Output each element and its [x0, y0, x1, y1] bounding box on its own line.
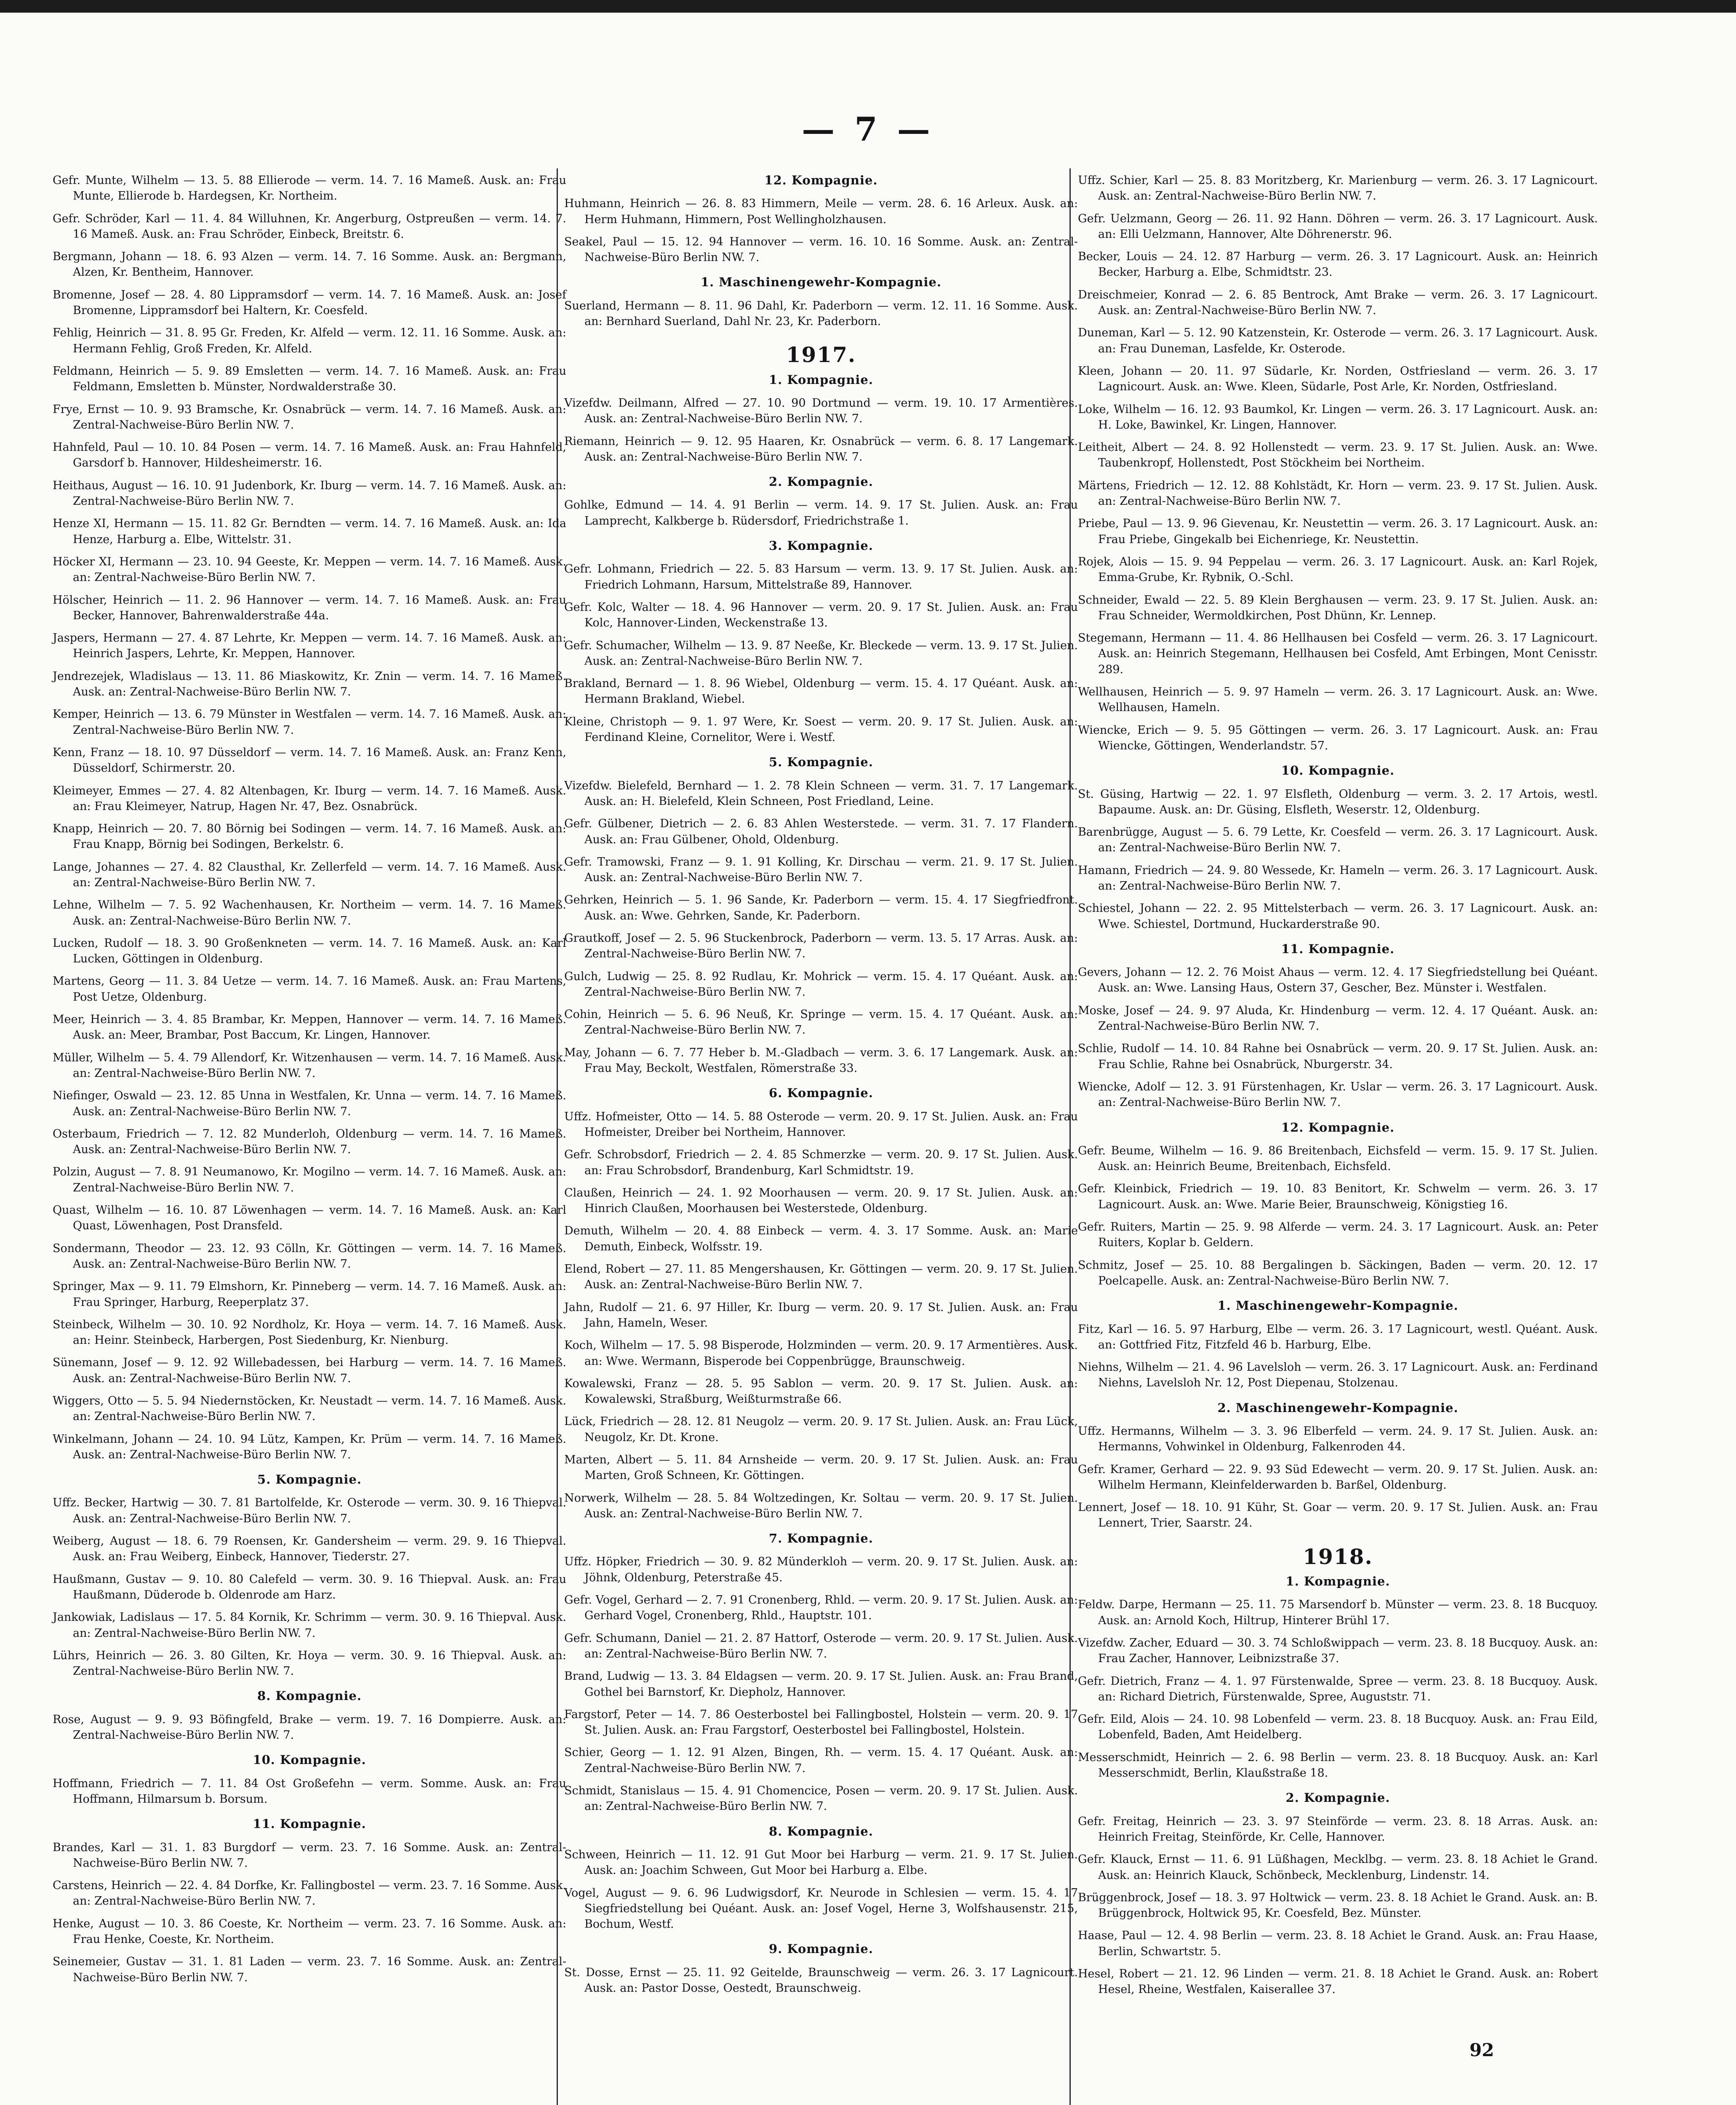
casualty-entry: Wiencke, Erich — 9. 5. 95 Göttingen — verm. 26. 3. 17 Lagnicourt. Ausk. an: Frau Wiencke, Göttingen, Wenderlandstr. 57.: [1078, 723, 1598, 752]
casualty-entry: Niehns, Wilhelm — 21. 4. 96 Lavelsloh — verm. 26. 3. 17 Lagnicourt. Ausk. an: Ferdinand Niehns, Lavelsloh Nr. 12, Post Diepenau, Stolzenau.: [1078, 1361, 1598, 1390]
casualty-entry: Moske, Josef — 24. 9. 97 Aluda, Kr. Hindenburg — verm. 12. 4. 17 Quéant. Ausk. an: Zentral-Nachweise-Büro Berlin NW. 7.: [1078, 1004, 1598, 1033]
casualty-entry: Hahnfeld, Paul — 10. 10. 84 Posen — verm. 14. 7. 16 Mameß. Ausk. an: Frau Hahnfeld, Garsdorf b. Hannover, Hildesheimerstr. 16.: [53, 441, 566, 470]
casualty-entry: Gefr. Gülbener, Dietrich — 2. 6. 83 Ahlen Westerstede. — verm. 31. 7. 17 Flandern. Ausk. an: Frau Gülbener, Ohold, Oldenburg.: [564, 817, 1078, 846]
casualty-entry: Gefr. Klauck, Ernst — 11. 6. 91 Lüßhagen, Mecklbg. — verm. 23. 8. 18 Achiet le Grand. Ausk. an: Heinrich Klauck, Schönbeck, Mecklenburg, Lindenstr. 14.: [1078, 1853, 1598, 1882]
casualty-entry: Steinbeck, Wilhelm — 30. 10. 92 Nordholz, Kr. Hoya — verm. 14. 7. 16 Mameß. Ausk. an: Heinr. Steinbeck, Harbergen, Post Siedenburg, Kr. Nienburg.: [53, 1318, 566, 1347]
casualty-entry: Rose, August — 9. 9. 93 Böfingfeld, Brake — verm. 19. 7. 16 Dompierre. Ausk. an: Zentral-Nachweise-Büro Berlin NW. 7.: [53, 1713, 566, 1742]
casualty-entry: Demuth, Wilhelm — 20. 4. 88 Einbeck — verm. 4. 3. 17 Somme. Ausk. an: Marie Demuth, Einbeck, Wolfsstr. 19.: [564, 1224, 1078, 1253]
company-heading: 10. Kompagnie.: [253, 1753, 366, 1767]
company-heading: 6. Kompagnie.: [769, 1086, 873, 1100]
casualty-entry: Haase, Paul — 12. 4. 98 Berlin — verm. 23. 8. 18 Achiet le Grand. Ausk. an: Frau Haase, Berlin, Schwartstr. 5.: [1078, 1929, 1598, 1958]
casualty-entry: Quast, Wilhelm — 16. 10. 87 Löwenhagen — verm. 14. 7. 16 Mameß. Ausk. an: Karl Quast, Löwenhagen, Post Dransfeld.: [53, 1204, 566, 1233]
company-heading: 2. Maschinengewehr-Kompagnie.: [1217, 1400, 1459, 1415]
casualty-entry: Gefr. Schumacher, Wilhelm — 13. 9. 87 Neeße, Kr. Bleckede — verm. 13. 9. 17 St. Julien. Ausk. an: Zentral-Nachweise-Büro Berlin NW. 7.: [564, 639, 1078, 668]
column-3: [1078, 173, 1598, 1998]
casualty-entry: Gefr. Lohmann, Friedrich — 22. 5. 83 Harsum — verm. 13. 9. 17 St. Julien. Ausk. an: Friedrich Lohmann, Harsum, Mittelstraße 89, Hannover.: [564, 562, 1078, 592]
casualty-entry: Lück, Friedrich — 28. 12. 81 Neugolz — verm. 20. 9. 17 St. Julien. Ausk. an: Frau Lück, Neugolz, Kr. Dt. Krone.: [564, 1415, 1078, 1444]
scan-edge: [0, 0, 1736, 13]
casualty-entry: Gefr. Schrobsdorf, Friedrich — 2. 4. 85 Schmerzke — verm. 20. 9. 17 St. Julien. Ausk. an: Frau Schrobsdorf, Brandenburg, Karl Schmidtstr. 19.: [564, 1148, 1078, 1177]
casualty-entry: Brüggenbrock, Josef — 18. 3. 97 Holtwick — verm. 23. 8. 18 Achiet le Grand. Ausk. an: B. Brüggenbrock, Holtwick 95, Kr. Coesfeld, Bez. Münster.: [1078, 1891, 1598, 1920]
casualty-entry: Springer, Max — 9. 11. 79 Elmshorn, Kr. Pinneberg — verm. 14. 7. 16 Mameß. Ausk. an: Frau Springer, Harburg, Reeperplatz 37.: [53, 1280, 566, 1309]
casualty-entry: Marten, Albert — 5. 11. 84 Arnsheide — verm. 20. 9. 17 St. Julien. Ausk. an: Frau Marten, Groß Schneen, Kr. Göttingen.: [564, 1453, 1078, 1482]
company-heading: 8. Kompagnie.: [257, 1689, 362, 1703]
casualty-entry: Wiencke, Adolf — 12. 3. 91 Fürstenhagen, Kr. Uslar — verm. 26. 3. 17 Lagnicourt. Ausk. an: Zentral-Nachweise-Büro Berlin NW. 7.: [1078, 1080, 1598, 1109]
casualty-entry: Lennert, Josef — 18. 10. 91 Kühr, St. Goar — verm. 20. 9. 17 St. Julien. Ausk. an: Frau Lennert, Trier, Saarstr. 24.: [1078, 1501, 1598, 1530]
company-heading: 5. Kompagnie.: [769, 755, 873, 770]
casualty-entry: Lehne, Wilhelm — 7. 5. 92 Wachenhausen, Kr. Northeim — verm. 14. 7. 16 Mameß. Ausk. an: Zentral-Nachweise-Büro Berlin NW. 7.: [53, 898, 566, 927]
column-1: [53, 173, 566, 1985]
casualty-entry: Gefr. Eild, Alois — 24. 10. 98 Lobenfeld — verm. 23. 8. 18 Bucquoy. Ausk. an: Frau Eild, Lobenfeld, Baden, Amt Heidelberg.: [1078, 1713, 1598, 1742]
casualty-entry: Gefr. Dietrich, Franz — 4. 1. 97 Fürstenwalde, Spree — verm. 23. 8. 18 Bucquoy. Ausk. an: Richard Dietrich, Fürstenwalde, Spree, Auguststr. 71.: [1078, 1674, 1598, 1703]
casualty-entry: Henke, August — 10. 3. 86 Coeste, Kr. Northeim — verm. 23. 7. 16 Somme. Ausk. an: Frau Henke, Coeste, Kr. Northeim.: [53, 1917, 566, 1946]
casualty-entry: Hesel, Robert — 21. 12. 96 Linden — verm. 21. 8. 18 Achiet le Grand. Ausk. an: Robert Hesel, Rheine, Westfalen, Kaiserallee 37.: [1078, 1967, 1598, 1996]
casualty-entry: Claußen, Heinrich — 24. 1. 92 Moorhausen — verm. 20. 9. 17 St. Julien. Ausk. an: Hinrich Claußen, Moorhausen bei Westerstede, Oldenburg.: [564, 1186, 1078, 1215]
company-heading: 3. Kompagnie.: [769, 538, 873, 553]
company-heading: 1. Kompagnie.: [1285, 1574, 1390, 1589]
casualty-entry: Jaspers, Hermann — 27. 4. 87 Lehrte, Kr. Meppen — verm. 14. 7. 16 Mameß. Ausk. an: Heinrich Jaspers, Lehrte, Kr. Meppen, Hannover.: [53, 632, 566, 661]
casualty-entry: May, Johann — 6. 7. 77 Heber b. M.-Gladbach — verm. 3. 6. 17 Langemark. Ausk. an: Frau May, Beckolt, Westfalen, Römerstraße 33.: [564, 1046, 1078, 1075]
casualty-entry: Gefr. Kolc, Walter — 18. 4. 96 Hannover — verm. 20. 9. 17 St. Julien. Ausk. an: Frau Kolc, Hannover-Linden, Weckenstraße 13.: [564, 600, 1078, 630]
company-heading: 12. Kompagnie.: [1281, 1120, 1395, 1135]
company-heading: 1. Kompagnie.: [769, 372, 873, 387]
casualty-entry: Haußmann, Gustav — 9. 10. 80 Calefeld — verm. 30. 9. 16 Thiepval. Ausk. an: Frau Haußmann, Düderode b. Oldenrode am Harz.: [53, 1572, 566, 1601]
casualty-entry: Seakel, Paul — 15. 12. 94 Hannover — verm. 16. 10. 16 Somme. Ausk. an: Zentral-Nachweise-Büro Berlin NW. 7.: [564, 235, 1078, 264]
casualty-entry: Uffz. Schier, Karl — 25. 8. 83 Moritzberg, Kr. Marienburg — verm. 26. 3. 17 Lagnicourt. Ausk. an: Zentral-Nachweise-Büro Berlin NW. 7.: [1078, 174, 1598, 203]
casualty-entry: Seinemeier, Gustav — 31. 1. 81 Laden — verm. 23. 7. 16 Somme. Ausk. an: Zentral-Nachweise-Büro Berlin NW. 7.: [53, 1955, 566, 1984]
year-heading: 1918.: [1303, 1544, 1373, 1569]
casualty-entry: Meer, Heinrich — 3. 4. 85 Brambar, Kr. Meppen, Hannover — verm. 14. 7. 16 Mameß. Ausk. an: Meer, Brambar, Post Baccum, Kr. Lingen, Hannover.: [53, 1013, 566, 1042]
casualty-entry: Kenn, Franz — 18. 10. 97 Düsseldorf — verm. 14. 7. 16 Mameß. Ausk. an: Franz Kenn, Düsseldorf, Schirmerstr. 20.: [53, 746, 566, 775]
casualty-entry: Schween, Heinrich — 11. 12. 91 Gut Moor bei Harburg — verm. 21. 9. 17 St. Julien. Ausk. an: Joachim Schween, Gut Moor bei Harburg a. Elbe.: [564, 1848, 1078, 1877]
casualty-entry: Grautkoff, Josef — 2. 5. 96 Stuckenbrock, Paderborn — verm. 13. 5. 17 Arras. Ausk. an: Zentral-Nachweise-Büro Berlin NW. 7.: [564, 931, 1078, 961]
company-heading: 11. Kompagnie.: [1281, 941, 1395, 956]
page-number: — 7 —: [802, 110, 934, 149]
casualty-entry: Priebe, Paul — 13. 9. 96 Gievenau, Kr. Neustettin — verm. 26. 3. 17 Lagnicourt. Ausk. an: Frau Priebe, Gingekalb bei Eichenriege, Kr. Neustettin.: [1078, 517, 1598, 546]
casualty-entry: Weiberg, August — 18. 6. 79 Roensen, Kr. Gandersheim — verm. 29. 9. 16 Thiepval. Ausk. an: Frau Weiberg, Einbeck, Hannover, Tiederstr. 27.: [53, 1535, 566, 1564]
casualty-entry: Schmitz, Josef — 25. 10. 88 Bergalingen b. Säckingen, Baden — verm. 20. 12. 17 Poelcapelle. Ausk. an: Zentral-Nachweise-Büro Berlin NW. 7.: [1078, 1258, 1598, 1287]
casualty-entry: Wellhausen, Heinrich — 5. 9. 97 Hameln — verm. 26. 3. 17 Lagnicourt. Ausk. an: Wwe. Wellhausen, Hameln.: [1078, 685, 1598, 714]
casualty-entry: Fitz, Karl — 16. 5. 97 Harburg, Elbe — verm. 26. 3. 17 Lagnicourt, westl. Quéant. Ausk. an: Gottfried Fitz, Fitzfeld 46 b. Harburg, Elbe.: [1078, 1322, 1598, 1351]
casualty-entry: Winkelmann, Johann — 24. 10. 94 Lütz, Kampen, Kr. Prüm — verm. 14. 7. 16 Mameß. Ausk. an: Zentral-Nachweise-Büro Berlin NW. 7.: [53, 1432, 566, 1461]
casualty-entry: St. Dosse, Ernst — 25. 11. 92 Geitelde, Braunschweig — verm. 26. 3. 17 Lagnicourt. Ausk. an: Pastor Dosse, Oestedt, Braunschweig.: [564, 1966, 1078, 1995]
casualty-entry: Fehlig, Heinrich — 31. 8. 95 Gr. Freden, Kr. Alfeld — verm. 12. 11. 16 Somme. Ausk. an: Hermann Fehlig, Groß Freden, Kr. Alfeld.: [53, 326, 566, 355]
company-heading: 7. Kompagnie.: [769, 1531, 873, 1546]
casualty-entry: Lührs, Heinrich — 26. 3. 80 Gilten, Kr. Hoya — verm. 30. 9. 16 Thiepval. Ausk. an: Zentral-Nachweise-Büro Berlin NW. 7.: [53, 1649, 566, 1678]
casualty-entry: Cohin, Heinrich — 5. 6. 96 Neuß, Kr. Springe — verm. 15. 4. 17 Quéant. Ausk. an: Zentral-Nachweise-Büro Berlin NW. 7.: [564, 1008, 1078, 1037]
casualty-entry: Gefr. Kleinbick, Friedrich — 19. 10. 83 Benitort, Kr. Schwelm — verm. 26. 3. 17 Lagnicourt. Ausk. an: Wwe. Marie Beier, Braunschweig, Königstieg 16.: [1078, 1182, 1598, 1211]
casualty-entry: Müller, Wilhelm — 5. 4. 79 Allendorf, Kr. Witzenhausen — verm. 14. 7. 16 Mameß. Ausk. an: Zentral-Nachweise-Büro Berlin NW. 7.: [53, 1051, 566, 1080]
casualty-entry: Kemper, Heinrich — 13. 6. 79 Münster in Westfalen — verm. 14. 7. 16 Mameß. Ausk. an: Zentral-Nachweise-Büro Berlin NW. 7.: [53, 708, 566, 737]
casualty-entry: Riemann, Heinrich — 9. 12. 95 Haaren, Kr. Osnabrück — verm. 6. 8. 17 Langemark. Ausk. an: Zentral-Nachweise-Büro Berlin NW. 7.: [564, 434, 1078, 464]
casualty-entry: Elend, Robert — 27. 11. 85 Mengershausen, Kr. Göttingen — verm. 20. 9. 17 St. Julien. Ausk. an: Zentral-Nachweise-Büro Berlin NW. 7.: [564, 1263, 1078, 1292]
casualty-entry: Uffz. Becker, Hartwig — 30. 7. 81 Bartolfelde, Kr. Osterode — verm. 30. 9. 16 Thiepval. Ausk. an: Zentral-Nachweise-Büro Berlin NW. 7.: [53, 1496, 566, 1525]
casualty-entry: Gefr. Uelzmann, Georg — 26. 11. 92 Hann. Döhren — verm. 26. 3. 17 Lagnicourt. Ausk. an: Elli Uelzmann, Hannover, Alte Döhrenerstr. 96.: [1078, 212, 1598, 241]
company-heading: 10. Kompagnie.: [1281, 763, 1395, 778]
casualty-entry: Feldmann, Heinrich — 5. 9. 89 Emsletten — verm. 14. 7. 16 Mameß. Ausk. an: Frau Feldmann, Emsletten b. Münster, Nordwalderstraße 30.: [53, 364, 566, 394]
casualty-entry: Gefr. Munte, Wilhelm — 13. 5. 88 Ellierode — verm. 14. 7. 16 Mameß. Ausk. an: Frau Munte, Ellierode b. Hardegsen, Kr. Northeim.: [53, 174, 566, 203]
casualty-entry: Frye, Ernst — 10. 9. 93 Bramsche, Kr. Osnabrück — verm. 14. 7. 16 Mameß. Ausk. an: Zentral-Nachweise-Büro Berlin NW. 7.: [53, 402, 566, 432]
casualty-entry: Dreischmeier, Konrad — 2. 6. 85 Bentrock, Amt Brake — verm. 26. 3. 17 Lagnicourt. Ausk. an: Zentral-Nachweise-Büro Berlin NW. 7.: [1078, 288, 1598, 317]
casualty-entry: Vizefdw. Zacher, Eduard — 30. 3. 74 Schloßwippach — verm. 23. 8. 18 Bucquoy. Ausk. an: Frau Zacher, Hannover, Leibnizstraße 37.: [1078, 1636, 1598, 1665]
casualty-entry: Henze XI, Hermann — 15. 11. 82 Gr. Berndten — verm. 14. 7. 16 Mameß. Ausk. an: Ida Henze, Harburg a. Elbe, Wittelstr. 31.: [53, 517, 566, 546]
company-heading: 2. Kompagnie.: [769, 474, 873, 489]
company-heading: 12. Kompagnie.: [764, 173, 878, 187]
casualty-entry: Vizefdw. Bielefeld, Bernhard — 1. 2. 78 Klein Schneen — verm. 31. 7. 17 Langemark. Ausk. an: H. Bielefeld, Klein Schneen, Post Friedland, Leine.: [564, 779, 1078, 808]
casualty-entry: Uffz. Hermanns, Wilhelm — 3. 3. 96 Elberfeld — verm. 24. 9. 17 St. Julien. Ausk. an: Hermanns, Vohwinkel in Oldenburg, Falkenroden 44.: [1078, 1425, 1598, 1454]
casualty-entry: Stegemann, Hermann — 11. 4. 86 Hellhausen bei Cosfeld — verm. 26. 3. 17 Lagnicourt. Ausk. an: Heinrich Stegemann, Hellhausen bei Cosfeld, Amt Erbingen, Mont Cenisstr. 289.: [1078, 632, 1598, 676]
casualty-entry: Märtens, Friedrich — 12. 12. 88 Kohlstädt, Kr. Horn — verm. 23. 9. 17 St. Julien. Ausk. an: Zentral-Nachweise-Büro Berlin NW. 7.: [1078, 479, 1598, 508]
casualty-entry: Schiestel, Johann — 22. 2. 95 Mittelsterbach — verm. 26. 3. 17 Lagnicourt. Ausk. an: Wwe. Schiestel, Dortmund, Huckarderstraße 90.: [1078, 902, 1598, 931]
casualty-entry: Schlie, Rudolf — 14. 10. 84 Rahne bei Osnabrück — verm. 20. 9. 17 St. Julien. Ausk. an: Frau Schlie, Rahne bei Osnabrück, Nburgerstr. 34.: [1078, 1042, 1598, 1071]
casualty-entry: Brand, Ludwig — 13. 3. 84 Eldagsen — verm. 20. 9. 17 St. Julien. Ausk. an: Frau Brand, Gothel bei Barnstorf, Kr. Diepholz, Hannover.: [564, 1670, 1078, 1699]
company-heading: 9. Kompagnie.: [769, 1942, 873, 1956]
company-heading: 8. Kompagnie.: [769, 1824, 873, 1839]
casualty-entry: Gefr. Tramowski, Franz — 9. 1. 91 Kolling, Kr. Dirschau — verm. 21. 9. 17 St. Julien. Ausk. an: Zentral-Nachweise-Büro Berlin NW. 7.: [564, 855, 1078, 885]
casualty-entry: Loke, Wilhelm — 16. 12. 93 Baumkol, Kr. Lingen — verm. 26. 3. 17 Lagnicourt. Ausk. an: H. Loke, Bawinkel, Kr. Lingen, Hannover.: [1078, 402, 1598, 432]
casualty-entry: Schneider, Ewald — 22. 5. 89 Klein Berghausen — verm. 23. 9. 17 St. Julien. Ausk. an: Frau Schneider, Wermoldkirchen, Post Dhünn, Kr. Lennep.: [1078, 593, 1598, 622]
casualty-entry: Messerschmidt, Heinrich — 2. 6. 98 Berlin — verm. 23. 8. 18 Bucquoy. Ausk. an: Karl Messerschmidt, Berlin, Klaußstraße 18.: [1078, 1751, 1598, 1780]
casualty-entry: Gevers, Johann — 12. 2. 76 Moist Ahaus — verm. 12. 4. 17 Siegfriedstellung bei Quéant. Ausk. an: Wwe. Lansing Haus, Ostern 37, Gescher, Bez. Münster i. Westfalen.: [1078, 966, 1598, 995]
casualty-entry: Hoffmann, Friedrich — 7. 11. 84 Ost Großefehn — verm. Somme. Ausk. an: Frau Hoffmann, Hilmarsum b. Borsum.: [53, 1777, 566, 1806]
casualty-entry: Fargstorf, Peter — 14. 7. 86 Oesterbostel bei Fallingbostel, Holstein — verm. 20. 9. 17 St. Julien. Ausk. an: Frau Fargstorf, Oesterbostel bei Fallingbostel, Holstein.: [564, 1708, 1078, 1737]
casualty-entry: Kleimeyer, Emmes — 27. 4. 82 Altenbagen, Kr. Iburg — verm. 14. 7. 16 Mameß. Ausk. an: Frau Kleimeyer, Natrup, Hagen Nr. 47, Bez. Osnabrück.: [53, 784, 566, 813]
casualty-entry: Brakland, Bernard — 1. 8. 96 Wiebel, Oldenburg — verm. 15. 4. 17 Quéant. Ausk. an: Hermann Brakland, Wiebel.: [564, 677, 1078, 706]
casualty-entry: Hölscher, Heinrich — 11. 2. 96 Hannover — verm. 14. 7. 16 Mameß. Ausk. an: Frau Becker, Hannover, Bahrenwalderstraße 44a.: [53, 593, 566, 622]
casualty-entry: Vogel, August — 9. 6. 96 Ludwigsdorf, Kr. Neurode in Schlesien — verm. 15. 4. 17 Siegfriedstellung bei Quéant. Ausk. an: Josef Vogel, Herne 3, Wolfshausenstr. 215, Bochum, Westf.: [564, 1886, 1078, 1931]
casualty-entry: Wiggers, Otto — 5. 5. 94 Niedernstöcken, Kr. Neustadt — verm. 14. 7. 16 Mameß. Ausk. an: Zentral-Nachweise-Büro Berlin NW. 7.: [53, 1394, 566, 1423]
casualty-entry: Barenbrügge, August — 5. 6. 79 Lette, Kr. Coesfeld — verm. 26. 3. 17 Lagnicourt. Ausk. an: Zentral-Nachweise-Büro Berlin NW. 7.: [1078, 826, 1598, 855]
casualty-entry: Gefr. Kramer, Gerhard — 22. 9. 93 Süd Edewecht — verm. 20. 9. 17 St. Julien. Ausk. an: Wilhelm Hermann, Kleinfelderwarden b. Barßel, Oldenburg.: [1078, 1463, 1598, 1492]
casualty-entry: Gefr. Beume, Wilhelm — 16. 9. 86 Breitenbach, Eichsfeld — verm. 15. 9. 17 St. Julien. Ausk. an: Heinrich Beume, Breitenbach, Eichsfeld.: [1078, 1144, 1598, 1173]
casualty-entry: Lucken, Rudolf — 18. 3. 90 Großenkneten — verm. 14. 7. 16 Mameß. Ausk. an: Karl Lucken, Göttingen in Oldenburg.: [53, 936, 566, 966]
casualty-entry: Gefr. Vogel, Gerhard — 2. 7. 91 Cronenberg, Rhld. — verm. 20. 9. 17 St. Julien. Ausk. an: Gerhard Vogel, Cronenberg, Rhld., Hauptstr. 101.: [564, 1593, 1078, 1623]
casualty-entry: Sünemann, Josef — 9. 12. 92 Willebadessen, bei Harburg — verm. 14. 7. 16 Mameß. Ausk. an: Zentral-Nachweise-Büro Berlin NW. 7.: [53, 1356, 566, 1385]
company-heading: 1. Maschinengewehr-Kompagnie.: [700, 275, 942, 290]
casualty-entry: Jankowiak, Ladislaus — 17. 5. 84 Kornik, Kr. Schrimm — verm. 30. 9. 16 Thiepval. Ausk. an: Zentral-Nachweise-Büro Berlin NW. 7.: [53, 1611, 566, 1640]
year-heading: 1917.: [786, 342, 856, 368]
casualty-entry: Gehrken, Heinrich — 5. 1. 96 Sande, Kr. Paderborn — verm. 15. 4. 17 Siegfriedfront. Ausk. an: Wwe. Gehrken, Sande, Kr. Paderborn.: [564, 893, 1078, 922]
casualty-entry: Carstens, Heinrich — 22. 4. 84 Dorfke, Kr. Fallingbostel — verm. 23. 7. 16 Somme. Ausk. an: Zentral-Nachweise-Büro Berlin NW. 7.: [53, 1879, 567, 1908]
casualty-entry: Sondermann, Theodor — 23. 12. 93 Cölln, Kr. Göttingen — verm. 14. 7. 16 Mameß. Ausk. an: Zentral-Nachweise-Büro Berlin NW. 7.: [53, 1242, 566, 1271]
casualty-entry: Osterbaum, Friedrich — 7. 12. 82 Munderloh, Oldenburg — verm. 14. 7. 16 Mameß. Ausk. an: Zentral-Nachweise-Büro Berlin NW. 7.: [53, 1127, 566, 1156]
casualty-entry: Niefinger, Oswald — 23. 12. 85 Unna in Westfalen, Kr. Unna — verm. 14. 7. 16 Mameß. Ausk. an: Zentral-Nachweise-Büro Berlin NW. 7.: [53, 1089, 566, 1118]
casualty-entry: Gohlke, Edmund — 14. 4. 91 Berlin — verm. 14. 9. 17 St. Julien. Ausk. an: Frau Lamprecht, Kalkberge b. Rüdersdorf, Friedrichstraße 1.: [564, 498, 1078, 528]
casualty-entry: Kleen, Johann — 20. 11. 97 Südarle, Kr. Norden, Ostfriesland — verm. 26. 3. 17 Lagnicourt. Ausk. an: Wwe. Kleen, Südarle, Post Arle, Kr. Norden, Ostfriesland.: [1078, 364, 1598, 394]
company-heading: 11. Kompagnie.: [253, 1817, 366, 1831]
casualty-entry: Jahn, Rudolf — 21. 6. 97 Hiller, Kr. Iburg — verm. 20. 9. 17 St. Julien. Ausk. an: Frau Jahn, Hameln, Weser.: [564, 1300, 1078, 1330]
casualty-entry: Kowalewski, Franz — 28. 5. 95 Sablon — verm. 20. 9. 17 St. Julien. Ausk. an: Kowalewski, Straßburg, Weißturmstraße 66.: [564, 1377, 1078, 1406]
casualty-entry: Suerland, Hermann — 8. 11. 96 Dahl, Kr. Paderborn — verm. 12. 11. 16 Somme. Ausk. an: Bernhard Suerland, Dahl Nr. 23, Kr. Paderborn.: [564, 299, 1078, 328]
casualty-entry: Feldw. Darpe, Hermann — 25. 11. 75 Marsendorf b. Münster — verm. 23. 8. 18 Bucquoy. Ausk. an: Arnold Koch, Hiltrup, Hinterer Brühl 17.: [1078, 1598, 1598, 1627]
column-2: [564, 173, 1078, 1996]
casualty-entry: Hamann, Friedrich — 24. 9. 80 Wessede, Kr. Hameln — verm. 26. 3. 17 Lagnicourt. Ausk. an: Zentral-Nachweise-Büro Berlin NW. 7.: [1078, 863, 1598, 893]
casualty-entry: Rojek, Alois — 15. 9. 94 Peppelau — verm. 26. 3. 17 Lagnicourt. Ausk. an: Karl Rojek, Emma-Grube, Kr. Rybnik, O.-Schl.: [1078, 555, 1598, 584]
casualty-entry: Norwerk, Wilhelm — 28. 5. 84 Woltzedingen, Kr. Soltau — verm. 20. 9. 17 St. Julien. Ausk. an: Zentral-Nachweise-Büro Berlin NW. 7.: [564, 1491, 1078, 1520]
casualty-entry: Lange, Johannes — 27. 4. 82 Clausthal, Kr. Zellerfeld — verm. 14. 7. 16 Mameß. Ausk. an: Zentral-Nachweise-Büro Berlin NW. 7.: [53, 860, 566, 889]
casualty-entry: Vizefdw. Deilmann, Alfred — 27. 10. 90 Dortmund — verm. 19. 10. 17 Armentières. Ausk. an: Zentral-Nachweise-Büro Berlin NW. 7.: [564, 396, 1078, 426]
casualty-entry: Knapp, Heinrich — 20. 7. 80 Börnig bei Sodingen — verm. 14. 7. 16 Mameß. Ausk. an: Frau Knapp, Börnig bei Sodingen, Berkelstr. 6.: [53, 822, 566, 851]
casualty-entry: St. Güsing, Hartwig — 22. 1. 97 Elsfleth, Oldenburg — verm. 3. 2. 17 Artois, westl. Bapaume. Ausk. an: Dr. Güsing, Elsfleth, Weserstr. 12, Oldenburg.: [1078, 787, 1598, 816]
company-heading: 5. Kompagnie.: [257, 1472, 362, 1487]
casualty-entry: Huhmann, Heinrich — 26. 8. 83 Himmern, Meile — verm. 28. 6. 16 Arleux. Ausk. an: Herm Huhmann, Himmern, Post Wellingholzhausen.: [564, 197, 1078, 226]
casualty-entry: Schmidt, Stanislaus — 15. 4. 91 Chomencice, Posen — verm. 20. 9. 17 St. Julien. Ausk. an: Zentral-Nachweise-Büro Berlin NW. 7.: [564, 1784, 1078, 1813]
casualty-entry: Duneman, Karl — 5. 12. 90 Katzenstein, Kr. Osterode — verm. 26. 3. 17 Lagnicourt. Ausk. an: Frau Duneman, Lasfelde, Kr. Osterode.: [1078, 326, 1598, 355]
printer-signature: 92: [1469, 2040, 1494, 2060]
casualty-entry: Gefr. Schröder, Karl — 11. 4. 84 Willuhnen, Kr. Angerburg, Ostpreußen — verm. 14. 7. 16 Mameß. Ausk. an: Frau Schröder, Einbeck, Breitstr. 6.: [53, 212, 566, 241]
casualty-entry: Gefr. Schumann, Daniel — 21. 2. 87 Hattorf, Osterode — verm. 20. 9. 17 St. Julien. Ausk. an: Zentral-Nachweise-Büro Berlin NW. 7.: [564, 1631, 1078, 1660]
casualty-entry: Schier, Georg — 1. 12. 91 Alzen, Bingen, Rh. — verm. 15. 4. 17 Quéant. Ausk. an: Zentral-Nachweise-Büro Berlin NW. 7.: [564, 1746, 1078, 1775]
casualty-entry: Heithaus, August — 16. 10. 91 Judenbork, Kr. Iburg — verm. 14. 7. 16 Mameß. Ausk. an: Zentral-Nachweise-Büro Berlin NW. 7.: [53, 479, 566, 508]
casualty-entry: Uffz. Höpker, Friedrich — 30. 9. 82 Münderkloh — verm. 20. 9. 17 St. Julien. Ausk. an: Jöhnk, Oldenburg, Peterstraße 45.: [564, 1555, 1078, 1584]
casualty-entry: Bromenne, Josef — 28. 4. 80 Lippramsdorf — verm. 14. 7. 16 Mameß. Ausk. an: Josef Bromenne, Lippramsdorf bei Haltern, Kr. Coesfeld.: [53, 288, 566, 317]
casualty-entry: Gefr. Freitag, Heinrich — 23. 3. 97 Steinförde — verm. 23. 8. 18 Arras. Ausk. an: Heinrich Freitag, Steinförde, Kr. Celle, Hannover.: [1078, 1815, 1598, 1844]
casualty-entry: Bergmann, Johann — 18. 6. 93 Alzen — verm. 14. 7. 16 Somme. Ausk. an: Bergmann, Alzen, Kr. Bentheim, Hannover.: [53, 250, 566, 279]
casualty-entry: Martens, Georg — 11. 3. 84 Uetze — verm. 14. 7. 16 Mameß. Ausk. an: Frau Martens, Post Uetze, Oldenburg.: [53, 975, 566, 1004]
casualty-entry: Gulch, Ludwig — 25. 8. 92 Rudlau, Kr. Mohrick — verm. 15. 4. 17 Quéant. Ausk. an: Zentral-Nachweise-Büro Berlin NW. 7.: [564, 970, 1078, 999]
casualty-entry: Leitheit, Albert — 24. 8. 92 Hollenstedt — verm. 23. 9. 17 St. Julien. Ausk. an: Wwe. Taubenkropf, Hollenstedt, Post Stöckheim bei Northeim.: [1078, 441, 1598, 470]
casualty-entry: Brandes, Karl — 31. 1. 83 Burgdorf — verm. 23. 7. 16 Somme. Ausk. an: Zentral-Nachweise-Büro Berlin NW. 7.: [53, 1841, 566, 1870]
casualty-entry: Gefr. Ruiters, Martin — 25. 9. 98 Alferde — verm. 24. 3. 17 Lagnicourt. Ausk. an: Peter Ruiters, Koplar b. Geldern.: [1078, 1220, 1598, 1250]
casualty-entry: Kleine, Christoph — 9. 1. 97 Were, Kr. Soest — verm. 20. 9. 17 St. Julien. Ausk. an: Ferdinand Kleine, Cornelitor, Were i. Westf.: [564, 715, 1078, 744]
company-heading: 2. Kompagnie.: [1285, 1791, 1390, 1805]
company-heading: 1. Maschinengewehr-Kompagnie.: [1217, 1298, 1459, 1313]
casualty-entry: Uffz. Hofmeister, Otto — 14. 5. 88 Osterode — verm. 20. 9. 17 St. Julien. Ausk. an: Frau Hofmeister, Dreiber bei Northeim, Hannover.: [564, 1110, 1078, 1139]
casualty-entry: Polzin, August — 7. 8. 91 Neumanowo, Kr. Mogilno — verm. 14. 7. 16 Mameß. Ausk. an: Zentral-Nachweise-Büro Berlin NW. 7.: [53, 1165, 566, 1194]
casualty-entry: Jendrezejek, Wladislaus — 13. 11. 86 Miaskowitz, Kr. Znin — verm. 14. 7. 16 Mameß. Ausk. an: Zentral-Nachweise-Büro Berlin NW. 7.: [53, 669, 566, 699]
casualty-entry: Höcker XI, Hermann — 23. 10. 94 Geeste, Kr. Meppen — verm. 14. 7. 16 Mameß. Ausk. an: Zentral-Nachweise-Büro Berlin NW. 7.: [53, 555, 566, 584]
casualty-entry: Koch, Wilhelm — 17. 5. 98 Bisperode, Holzminden — verm. 20. 9. 17 Armentières. Ausk. an: Wwe. Wermann, Bisperode bei Coppenbrügge, Braunschweig.: [564, 1339, 1078, 1368]
casualty-entry: Becker, Louis — 24. 12. 87 Harburg — verm. 26. 3. 17 Lagnicourt. Ausk. an: Heinrich Becker, Harburg a. Elbe, Schmidtstr. 23.: [1078, 250, 1598, 279]
